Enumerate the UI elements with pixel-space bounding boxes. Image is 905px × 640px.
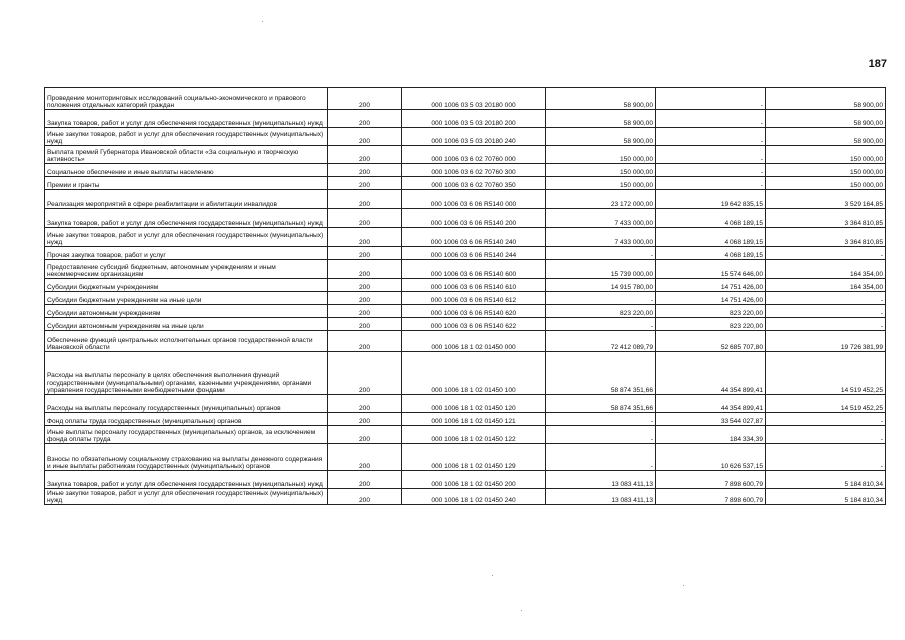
table-row [45,352,886,395]
row-executed-amount: 10 626 537,15 [656,444,766,471]
row-approved-amount: - [546,444,656,471]
row-approved-amount: 58 900,00 [546,88,656,110]
row-classification-code: 000 1006 18 1 02 01450 129 [402,444,546,471]
row-name: Предоставление субсидий бюджетным, автономным учреждениям и иным некоммерческим организациям [45,260,328,279]
row-code: 200 [328,88,402,110]
row-code: 200 [328,426,402,444]
row-classification-code: 000 1006 03 6 06 R5140 622 [402,318,546,331]
row-classification-code: 000 1006 18 1 02 01450 122 [402,426,546,444]
row-unexecuted-amount: - [766,305,886,318]
row-name: Реализация мероприятий в сфере реабилитации и абилитации инвалидов [45,190,328,209]
row-classification-code: 000 1006 03 5 03 20180 000 [402,88,546,110]
row-approved-amount: 7 433 000,00 [546,209,656,228]
row-classification-code: 000 1006 03 5 03 20180 240 [402,128,546,146]
row-approved-amount: 58 900,00 [546,128,656,146]
row-executed-amount: - [656,177,766,190]
row-approved-amount: - [546,413,656,426]
row-classification-code: 000 1006 18 1 02 01450 120 [402,395,546,413]
table-row [45,164,886,177]
row-executed-amount: - [656,110,766,128]
row-approved-amount: 58 874 351,66 [546,352,656,395]
row-unexecuted-amount: 58 900,00 [766,88,886,110]
row-approved-amount: 13 083 411,13 [546,471,656,489]
row-executed-amount: 15 574 646,00 [656,260,766,279]
row-classification-code: 000 1006 03 6 02 70760 000 [402,146,546,164]
row-executed-amount: - [656,128,766,146]
table-row [45,318,886,331]
row-name: Фонд оплаты труда государственных (муниципальных) органов [45,413,328,426]
row-code: 200 [328,110,402,128]
row-classification-code: 000 1006 03 6 06 R5140 200 [402,209,546,228]
row-unexecuted-amount: 164 354,00 [766,260,886,279]
row-classification-code: 000 1006 18 1 02 01450 240 [402,489,546,505]
row-name: Социальное обеспечение и иные выплаты населению [45,164,328,177]
row-executed-amount: 14 751 426,00 [656,279,766,292]
row-executed-amount: 7 898 600,79 [656,471,766,489]
row-name: Выплата премий Губернатора Ивановской области «За социальную и творческую активность» [45,146,328,164]
row-classification-code: 000 1006 03 6 06 R5140 610 [402,279,546,292]
budget-table [44,87,886,505]
table-row [45,279,886,292]
row-name: Взносы по обязательному социальному страхованию на выплаты денежного содержания и иные выплаты работникам государственных (муниципальных) органов [45,444,328,471]
row-unexecuted-amount: - [766,444,886,471]
row-approved-amount: 13 083 411,13 [546,489,656,505]
row-executed-amount: 4 068 189,15 [656,209,766,228]
row-classification-code: 000 1006 03 6 06 R5140 620 [402,305,546,318]
row-executed-amount: - [656,164,766,177]
row-executed-amount: 44 354 899,41 [656,395,766,413]
row-code: 200 [328,260,402,279]
row-approved-amount: 150 000,00 [546,146,656,164]
table-row [45,247,886,260]
row-classification-code: 000 1006 18 1 02 01450 000 [402,331,546,352]
row-executed-amount: 44 354 899,41 [656,352,766,395]
row-name: Иные закупки товаров, работ и услуг для обеспечения государственных (муниципальных) нужд [45,128,328,146]
row-classification-code: 000 1006 18 1 02 01450 121 [402,413,546,426]
table-row [45,395,886,413]
row-approved-amount: - [546,247,656,260]
row-name: Субсидии автономным учреждениям на иные цели [45,318,328,331]
row-approved-amount: 58 874 351,66 [546,395,656,413]
row-classification-code: 000 1006 03 6 06 R5140 000 [402,190,546,209]
row-code: 200 [328,471,402,489]
row-name: Субсидии бюджетным учреждениям [45,279,328,292]
row-code: 200 [328,128,402,146]
row-code: 200 [328,279,402,292]
table-row [45,146,886,164]
row-unexecuted-amount: - [766,292,886,305]
row-name: Расходы на выплаты персоналу в целях обеспечения выполнения функций государственными (муниципальными) органами, казенными учреждениями, органами управления государственными внебюджетными фондами [45,352,328,395]
row-unexecuted-amount: 3 529 164,85 [766,190,886,209]
row-executed-amount: 823 220,00 [656,305,766,318]
row-executed-amount: 33 544 027,87 [656,413,766,426]
table-row [45,177,886,190]
row-unexecuted-amount: 150 000,00 [766,177,886,190]
row-name: Закупка товаров, работ и услуг для обеспечения государственных (муниципальных) нужд [45,209,328,228]
row-approved-amount: 72 412 089,79 [546,331,656,352]
row-unexecuted-amount: - [766,318,886,331]
row-unexecuted-amount: 5 184 810,34 [766,471,886,489]
row-classification-code: 000 1006 03 6 02 70760 300 [402,164,546,177]
row-code: 200 [328,228,402,247]
table-row [45,426,886,444]
row-executed-amount: 52 685 707,80 [656,331,766,352]
row-executed-amount: - [656,88,766,110]
row-approved-amount: 150 000,00 [546,164,656,177]
row-approved-amount: 23 172 000,00 [546,190,656,209]
table-row [45,209,886,228]
row-unexecuted-amount: 150 000,00 [766,146,886,164]
row-approved-amount: 150 000,00 [546,177,656,190]
row-unexecuted-amount: - [766,413,886,426]
row-name: Расходы на выплаты персоналу государственных (муниципальных) органов [45,395,328,413]
row-name: Субсидии автономным учреждениям [45,305,328,318]
table-row [45,260,886,279]
row-approved-amount: 15 739 000,00 [546,260,656,279]
row-executed-amount: - [656,146,766,164]
row-unexecuted-amount: 150 000,00 [766,164,886,177]
row-unexecuted-amount: - [766,426,886,444]
row-approved-amount: 14 915 780,00 [546,279,656,292]
table-row [45,305,886,318]
row-classification-code: 000 1006 03 6 06 R5140 240 [402,228,546,247]
table-row [45,228,886,247]
row-unexecuted-amount: 14 519 452,25 [766,352,886,395]
row-classification-code: 000 1006 18 1 02 01450 200 [402,471,546,489]
row-executed-amount: 4 068 189,15 [656,228,766,247]
row-classification-code: 000 1006 03 6 06 R5140 612 [402,292,546,305]
row-approved-amount: 7 433 000,00 [546,228,656,247]
row-name: Закупка товаров, работ и услуг для обеспечения государственных (муниципальных) нужд [45,110,328,128]
row-approved-amount: 58 900,00 [546,110,656,128]
row-code: 200 [328,177,402,190]
row-code: 200 [328,318,402,331]
row-approved-amount: - [546,318,656,331]
row-classification-code: 000 1006 18 1 02 01450 100 [402,352,546,395]
row-code: 200 [328,444,402,471]
row-classification-code: 000 1006 03 6 06 R5140 244 [402,247,546,260]
row-executed-amount: 823 220,00 [656,318,766,331]
row-unexecuted-amount: 3 364 810,85 [766,209,886,228]
row-name: Премии и гранты [45,177,328,190]
table-row [45,471,886,489]
row-unexecuted-amount: 3 364 810,85 [766,228,886,247]
row-name: Иные закупки товаров, работ и услуг для обеспечения государственных (муниципальных) нужд [45,489,328,505]
row-unexecuted-amount: 58 900,00 [766,110,886,128]
row-code: 200 [328,146,402,164]
row-approved-amount: - [546,292,656,305]
table-row [45,88,886,110]
row-unexecuted-amount: 58 900,00 [766,128,886,146]
row-code: 200 [328,247,402,260]
row-unexecuted-amount: - [766,247,886,260]
row-classification-code: 000 1006 03 6 02 70760 350 [402,177,546,190]
row-code: 200 [328,190,402,209]
table-row [45,413,886,426]
table-row [45,190,886,209]
row-approved-amount: - [546,426,656,444]
row-code: 200 [328,331,402,352]
row-name: Проведение мониторинговых исследований социально-экономического и правового положения отдельных категорий граждан [45,88,328,110]
table-row [45,444,886,471]
row-executed-amount: 4 068 189,15 [656,247,766,260]
table-row [45,128,886,146]
row-executed-amount: 184 334,39 [656,426,766,444]
row-code: 200 [328,209,402,228]
row-unexecuted-amount: 164 354,00 [766,279,886,292]
row-code: 200 [328,413,402,426]
row-classification-code: 000 1006 03 6 06 R5140 600 [402,260,546,279]
row-name: Иные выплаты персоналу государственных (муниципальных) органов, за исключением фонда оплаты труда [45,426,328,444]
row-code: 200 [328,164,402,177]
row-name: Закупка товаров, работ и услуг для обеспечения государственных (муниципальных) нужд [45,471,328,489]
row-approved-amount: 823 220,00 [546,305,656,318]
row-code: 200 [328,395,402,413]
row-code: 200 [328,292,402,305]
table-row [45,489,886,505]
row-classification-code: 000 1006 03 5 03 20180 200 [402,110,546,128]
row-name: Прочая закупка товаров, работ и услуг [45,247,328,260]
page-number: 187 [868,58,887,70]
table-row [45,292,886,305]
row-executed-amount: 19 642 835,15 [656,190,766,209]
table-row [45,331,886,352]
row-name: Обеспечение функций центральных исполнительных органов государственной власти Ивановской области [45,331,328,352]
row-name: Субсидии бюджетным учреждениям на иные цели [45,292,328,305]
row-code: 200 [328,489,402,505]
row-unexecuted-amount: 5 184 810,34 [766,489,886,505]
table-body [45,88,886,505]
row-code: 200 [328,352,402,395]
row-code: 200 [328,305,402,318]
row-unexecuted-amount: 19 726 381,99 [766,331,886,352]
row-executed-amount: 7 898 600,79 [656,489,766,505]
row-executed-amount: 14 751 426,00 [656,292,766,305]
table-row [45,110,886,128]
row-name: Иные закупки товаров, работ и услуг для обеспечения государственных (муниципальных) нужд [45,228,328,247]
row-unexecuted-amount: 14 519 452,25 [766,395,886,413]
